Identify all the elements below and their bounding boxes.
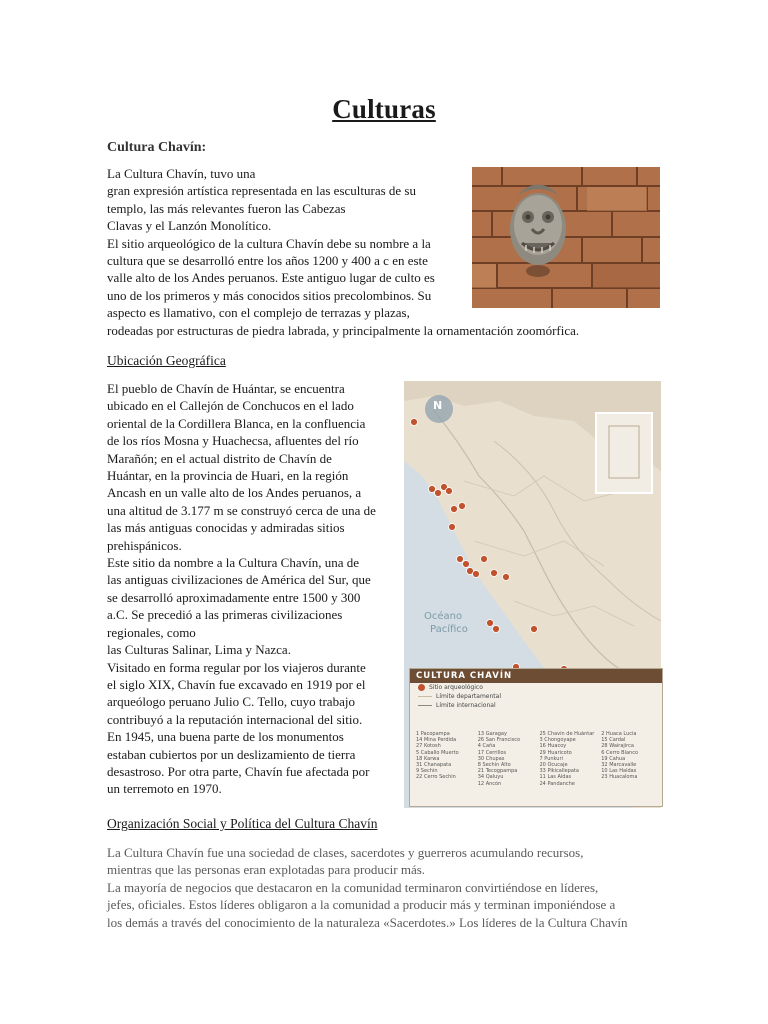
legend-item: 15 Cardal xyxy=(601,737,626,744)
legend-item: 14 Mina Perdida xyxy=(416,737,457,744)
section-heading-chavin: Cultura Chavín: xyxy=(107,140,207,155)
legend-item: 6 Cerro Blanco xyxy=(601,749,639,756)
legend-item: 11 Las Aldas xyxy=(539,774,572,781)
legend-row-dept: Límite departamental xyxy=(410,692,662,701)
legend-item xyxy=(416,781,475,787)
section-text-chavin: La Cultura Chavín, tuvo una gran expresión artística representada en las esculturas de su templo, las más relevantes fueron las Cabezas Clavas y el Lanzón Monolítico. El sitio arqueológico de la cultura Chavín debe su nombre a la cultura que se desarrolló entre los años 1200 y 400 a c en este valle alto de los Andes peruanos. Este antiguo lugar de culto es uno de los primeros y más conocidos sitios precolombinos. Su aspecto es llamativo, con el complejo de terrazas y plazas, rodeadas por estructuras de piedra labrada, y principalmente la ornamentación zoomórfica. xyxy=(107,166,580,338)
legend-item: 18 Karwa xyxy=(416,755,440,762)
ocean-label-line1: Océano xyxy=(424,611,463,622)
legend-item: 8 Sechín Alto xyxy=(477,762,511,769)
legend-item: 25 Chavín de Huántar xyxy=(539,731,595,737)
legend-item: 31 Chanapata xyxy=(416,762,452,769)
legend-item xyxy=(601,781,660,787)
intl-line-icon xyxy=(418,705,432,706)
dept-line-icon xyxy=(418,696,432,697)
ocean-label-line2: Pacífico xyxy=(430,624,468,635)
legend-item: 23 Huacaloma xyxy=(601,774,638,781)
section-text-ubicacion: El pueblo de Chavín de Huántar, se encuentra ubicado en el Callejón de Conchucos en el lado oriental de la Cordillera Blanca, en la confluencia de los ríos Mosna y Huachecsa, afluentes del río Marañón; en el actual distrito de Chavín de Huántar, en la provincia de Huari, en la región Ancash en un valle alto de los Andes peruanos, a una altitud de 3.177 m se construyó cerca de una de las más antiguas conocidas y admiradas sitios prehispánicos. Este sitio da nombre a la Cultura Chavín, una de las antiguas civilizaciones de América del Sur, que se desarrolló aproximadamente entre 1500 y 300 a.C. Se precedió a las primeras civilizaciones regionales, como las Culturas Salinar, Lima y Nazca. Visitado en forma regular por los viajeros durante el siglo XIX, Chavín fue excavado en 1919 por el arqueólogo peruano Julio C. Tello, cuyo trabajo contribuyó a la reputación internacional del sitio. En 1945, una buena parte de los monumentos estaban cubiertos por un deslizamiento de tierra desastroso. Por otra parte, Chavín fue afectada por un terremoto en 1970. xyxy=(107,381,376,797)
legend-item: 1 Pacopampa xyxy=(416,731,450,737)
page-title: Culturas xyxy=(332,94,436,124)
legend-row-intl: Límite internacional xyxy=(410,701,662,710)
legend-item: 2 Huaca Lucía xyxy=(601,731,637,737)
legend-site-list xyxy=(416,731,660,787)
site-marker-icon xyxy=(418,684,425,691)
legend-item: 3 Chongoyape xyxy=(539,737,576,744)
legend-item: 19 Cahua xyxy=(601,755,626,762)
legend-item: 4 Caña xyxy=(477,743,496,750)
north-arrow-icon: N xyxy=(433,399,443,412)
legend-item: 20 Ocucaje xyxy=(539,762,568,769)
legend-item: 12 Ancón xyxy=(477,780,502,787)
legend-item: 29 Huaricoto xyxy=(539,749,572,756)
legend-item: 27 Kotosh xyxy=(416,743,441,750)
legend-item: 32 Marcavalle xyxy=(601,762,637,769)
legend-item: 13 Garagay xyxy=(477,731,507,737)
legend-item: 24 Pandanche xyxy=(539,780,575,787)
legend-item: 7 Punkurí xyxy=(539,755,563,762)
legend-item: 34 Qaluyu xyxy=(477,774,504,781)
legend-item: 17 Cerrillos xyxy=(477,749,507,756)
cabeza-clava-photo xyxy=(472,167,660,308)
legend-item: 16 Huacoy xyxy=(539,743,567,750)
legend-item: 22 Cerro Sechín xyxy=(416,774,456,781)
legend-item: 21 Tecogpampa xyxy=(477,768,518,775)
section-heading-organizacion: Organización Social y Política del Cultura Chavín xyxy=(107,816,378,831)
map-legend xyxy=(409,668,663,807)
legend-title: CULTURA CHAVÍN xyxy=(410,669,662,683)
legend-item: 28 Wairajirca xyxy=(601,743,634,750)
legend-item: 10 Las Haldas xyxy=(601,768,637,775)
legend-item: 26 San Francisco xyxy=(477,737,521,744)
legend-item: 30 Chupas xyxy=(477,755,505,762)
legend-item: 9 Sechín xyxy=(416,768,438,775)
section-text-organizacion: La Cultura Chavín fue una sociedad de clases, sacerdotes y guerreros acumulando recursos, mientras que las personas eran explotadas para producir más. La mayoría de negocios que destacaron en la comunidad terminaron convirtiéndose en líderes, jefes, oficiales. Estos líderes obligaron a la comunidad a producir más y terminan imponiéndose a los demás a través del conocimiento de la naturaleza «Sacerdotes.» Los líderes de la Cultura Chavín xyxy=(107,845,628,930)
legend-item: 33 Pikicallepata xyxy=(539,768,579,775)
legend-row-site: Sitio arqueológico xyxy=(410,683,662,692)
section-heading-ubicacion: Ubicación Geográfica xyxy=(107,353,226,368)
legend-item: 5 Caballo Muerto xyxy=(416,749,459,756)
